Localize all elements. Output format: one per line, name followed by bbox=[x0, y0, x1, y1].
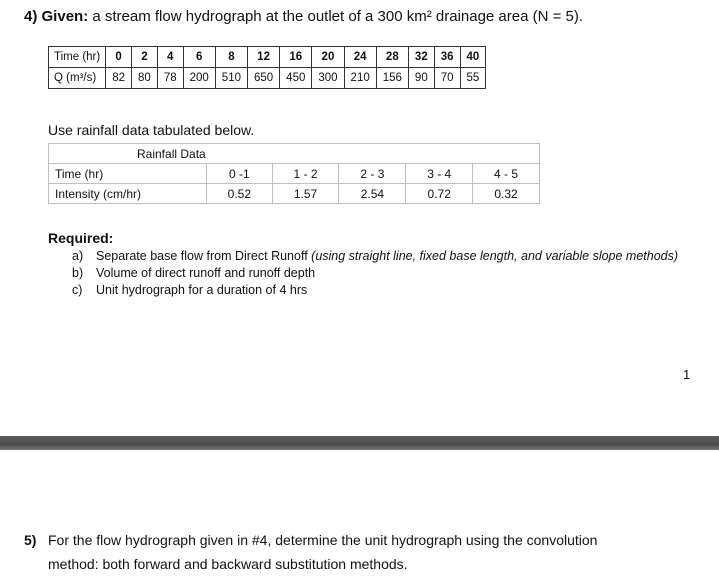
time-cell: 24 bbox=[344, 47, 376, 68]
rain-time-cell: 1 - 2 bbox=[272, 164, 339, 184]
flow-cell: 80 bbox=[132, 68, 158, 89]
time-cell: 12 bbox=[247, 47, 279, 68]
rain-time-cell: 0 -1 bbox=[207, 164, 273, 184]
intensity-cell: 2.54 bbox=[339, 184, 406, 204]
time-cell: 40 bbox=[460, 47, 486, 68]
rainfall-intro: Use rainfall data tabulated below. bbox=[48, 122, 255, 138]
intensity-header: Intensity (cm/hr) bbox=[49, 184, 207, 204]
required-item-a bbox=[48, 248, 678, 265]
flow-header: Q (m³/s) bbox=[49, 68, 106, 89]
required-item-c bbox=[48, 282, 678, 299]
question-number: 5) bbox=[24, 532, 37, 548]
item-note: (using straight line, fixed base length, and variable slope methods) bbox=[311, 249, 679, 263]
question-4-title bbox=[24, 8, 583, 25]
time-cell: 8 bbox=[215, 47, 247, 68]
question-5 bbox=[24, 528, 597, 576]
time-cell: 32 bbox=[408, 47, 434, 68]
rain-time-header: Time (hr) bbox=[49, 164, 207, 184]
item-text: Volume of direct runoff and runoff depth bbox=[96, 266, 316, 280]
time-header: Time (hr) bbox=[49, 47, 106, 68]
hydrograph-table bbox=[48, 46, 486, 89]
intensity-cell: 0.32 bbox=[473, 184, 540, 204]
rainfall-table bbox=[48, 143, 540, 204]
page-number: 1 bbox=[683, 367, 691, 382]
item-text: Separate base flow from Direct Runoff bbox=[96, 249, 312, 263]
page-separator bbox=[0, 436, 719, 450]
hydrograph-flow-row bbox=[49, 68, 486, 89]
required-heading: Required: bbox=[48, 230, 114, 246]
required-section bbox=[48, 230, 678, 299]
question-5-line-1: For the flow hydrograph given in #4, determine the unit hydrograph using the convolution bbox=[48, 532, 598, 548]
time-cell: 2 bbox=[132, 47, 158, 68]
time-cell: 16 bbox=[280, 47, 312, 68]
flow-cell: 78 bbox=[157, 68, 183, 89]
flow-cell: 55 bbox=[460, 68, 486, 89]
time-cell: 36 bbox=[434, 47, 460, 68]
time-cell: 0 bbox=[106, 47, 132, 68]
flow-cell: 70 bbox=[434, 68, 460, 89]
given-label: Given: bbox=[41, 8, 89, 25]
intensity-cell: 0.52 bbox=[207, 184, 273, 204]
page-2 bbox=[0, 450, 719, 588]
question-5-line-2: method: both forward and backward substitution methods. bbox=[48, 556, 408, 572]
flow-cell: 210 bbox=[344, 68, 376, 89]
item-text: Unit hydrograph for a duration of 4 hrs bbox=[96, 283, 308, 297]
item-letter: a) bbox=[72, 249, 84, 263]
rain-time-cell: 2 - 3 bbox=[339, 164, 406, 184]
rainfall-title-row bbox=[49, 144, 540, 164]
question-number: 4) bbox=[24, 8, 38, 25]
flow-cell: 90 bbox=[408, 68, 434, 89]
flow-cell: 82 bbox=[106, 68, 132, 89]
rainfall-title: Rainfall Data bbox=[49, 144, 339, 164]
given-text: a stream flow hydrograph at the outlet of a 300 km² drainage area (N = 5). bbox=[92, 8, 584, 25]
flow-cell: 450 bbox=[280, 68, 312, 89]
flow-cell: 300 bbox=[312, 68, 344, 89]
rainfall-time-row bbox=[49, 164, 540, 184]
time-cell: 28 bbox=[376, 47, 408, 68]
rain-time-cell: 4 - 5 bbox=[473, 164, 540, 184]
time-cell: 20 bbox=[312, 47, 344, 68]
rainfall-title-filler bbox=[339, 144, 540, 164]
required-item-b bbox=[48, 265, 678, 282]
flow-cell: 650 bbox=[247, 68, 279, 89]
flow-cell: 200 bbox=[183, 68, 215, 89]
flow-cell: 510 bbox=[215, 68, 247, 89]
hydrograph-time-row bbox=[49, 47, 486, 68]
time-cell: 4 bbox=[157, 47, 183, 68]
rainfall-intensity-row bbox=[49, 184, 540, 204]
item-letter: c) bbox=[72, 283, 83, 297]
flow-cell: 156 bbox=[376, 68, 408, 89]
rain-time-cell: 3 - 4 bbox=[406, 164, 473, 184]
intensity-cell: 0.72 bbox=[406, 184, 473, 204]
intensity-cell: 1.57 bbox=[272, 184, 339, 204]
item-letter: b) bbox=[72, 266, 84, 280]
time-cell: 6 bbox=[183, 47, 215, 68]
